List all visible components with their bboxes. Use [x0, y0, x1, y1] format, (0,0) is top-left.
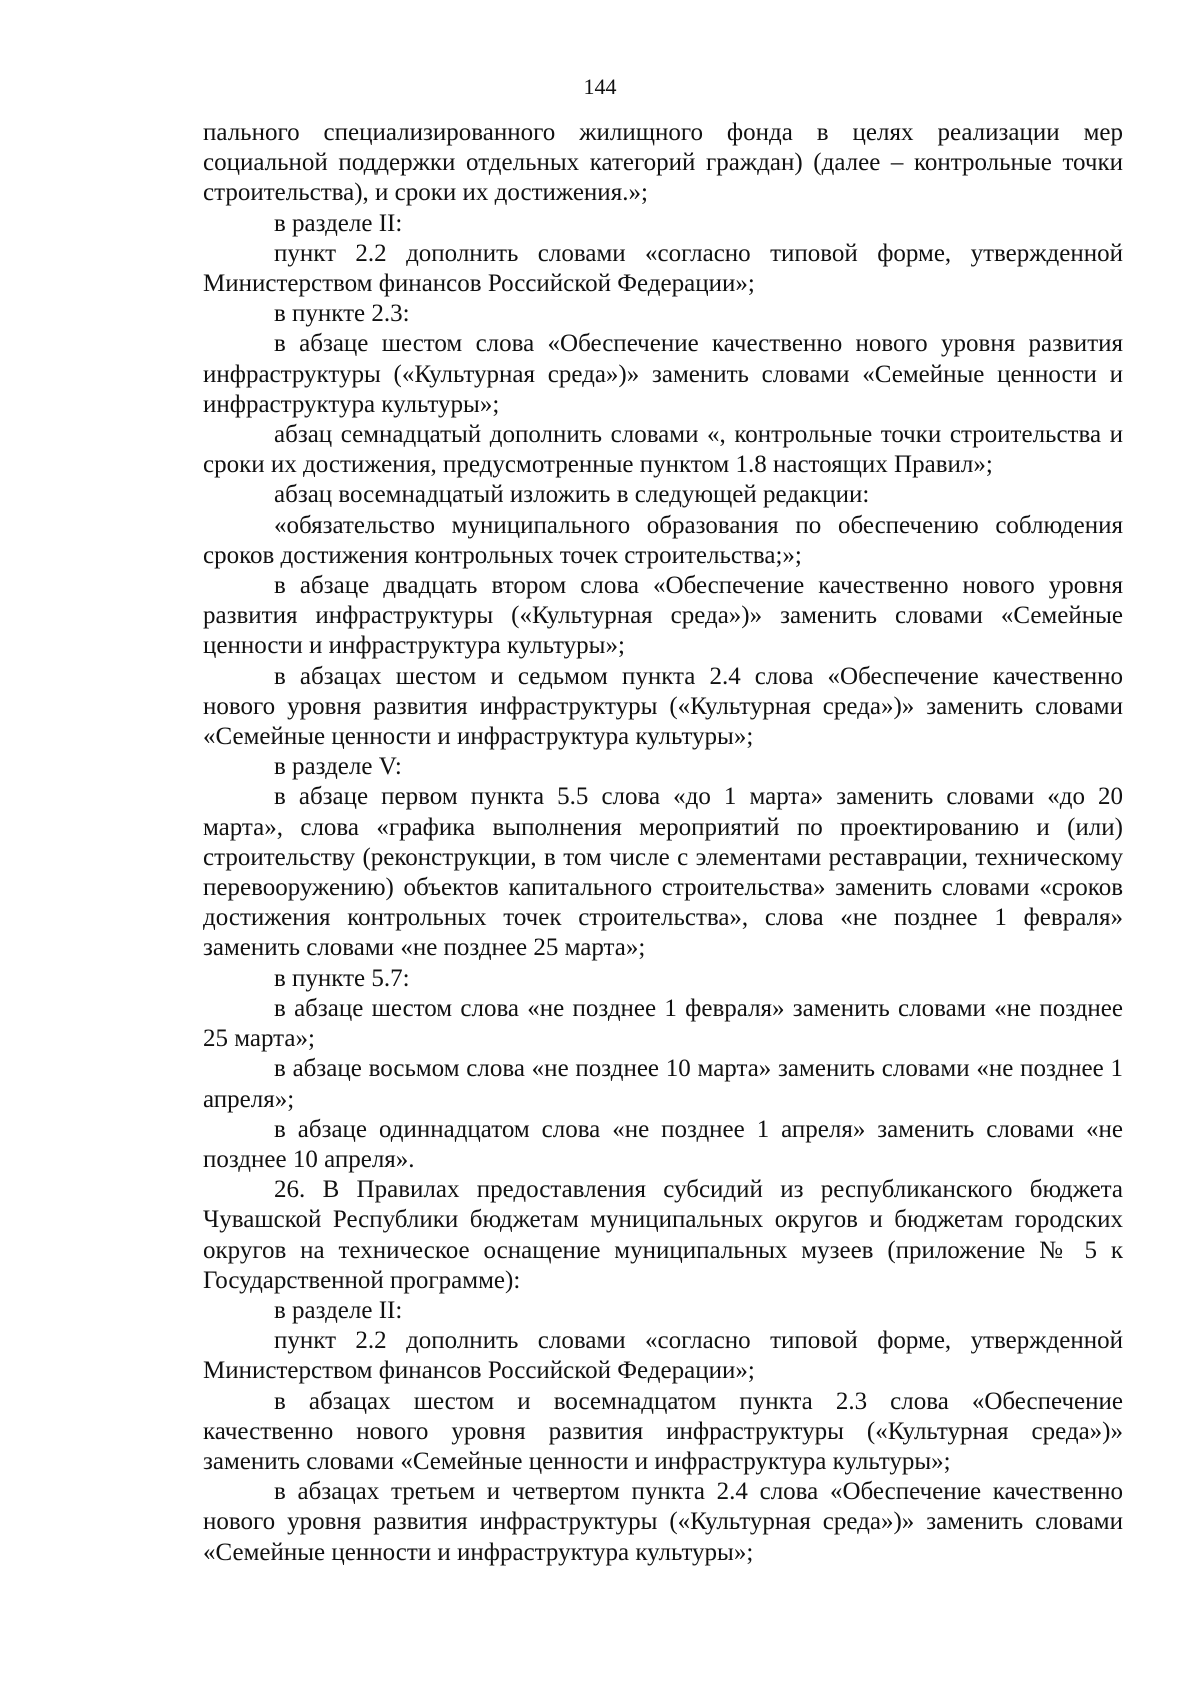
paragraph: в абзацах третьем и четвертом пункта 2.4 слова «Обеспечение качественно нового уровня развития инфраструктуры («Культурная среда»)» заменить словами «Семейные ценности и инфраструктура культуры»; [203, 1478, 1123, 1566]
paragraph: в разделе II: [274, 1296, 403, 1324]
paragraph: в абзаце восьмом слова «не позднее 10 марта» заменить словами «не позднее 1 апреля»; [203, 1055, 1123, 1113]
paragraph: абзац семнадцатый дополнить словами «, контрольные точки строительства и сроки их достижения, предусмотренные пунктом 1.8 настоящих Правил»; [203, 421, 1123, 479]
paragraph: в абзацах шестом и восемнадцатом пункта 2.3 слова «Обеспечение качественно нового уровня развития инфраструктуры («Культурная среда»)» заменить словами «Семейные ценности и инфраструктура культуры»; [203, 1387, 1123, 1475]
paragraph: в абзацах шестом и седьмом пункта 2.4 слова «Обеспечение качественно нового уровня развития инфраструктуры («Культурная среда»)» заменить словами «Семейные ценности и инфраструктура культуры»; [203, 662, 1123, 751]
paragraph: пункт 2.2 дополнить словами «согласно типовой форме, утвержденной Министерством финансов Российской Федерации»; [203, 1327, 1123, 1385]
paragraph: в абзаце одиннадцатом слова «не позднее 1 апреля» заменить словами «не позднее 10 апреля». [203, 1115, 1123, 1173]
paragraph: в разделе V: [274, 753, 402, 781]
paragraph: в абзаце двадцать втором слова «Обеспечение качественно нового уровня развития инфраструктуры («Культурная среда»)» заменить словами «Семейные ценности и инфраструктура культуры»; [203, 572, 1123, 660]
paragraph: 26. В Правилах предоставления субсидий из республиканского бюджета Чувашской Республики бюджетам муниципальных округов и бюджетам городских округов на техническое оснащение муниципальных музеев (приложение № 5 к Государственной программе): [203, 1176, 1123, 1294]
paragraph: «обязательство муниципального образования по обеспечению соблюдения сроков достижения контрольных точек строительства;»; [203, 511, 1123, 569]
page-number: 144 [583, 74, 617, 99]
paragraph: в абзаце шестом слова «Обеспечение качественно нового уровня развития инфраструктуры («Культурная среда»)» заменить словами «Семейные ценности и инфраструктура культуры»; [203, 330, 1123, 418]
paragraph: в разделе II: [274, 209, 403, 237]
paragraph: в пункте 2.3: [274, 300, 410, 328]
paragraph: в абзаце шестом слова «не позднее 1 февраля» заменить словами «не позднее 25 марта»; [203, 994, 1123, 1053]
paragraph: в пункте 5.7: [274, 964, 410, 992]
document-body [203, 118, 1123, 1568]
paragraph: абзац восемнадцатый изложить в следующей редакции: [274, 481, 870, 509]
paragraph: пального специализированного жилищного фонда в целях реализации мер социальной поддержки отдельных категорий граждан) (далее – контрольные точки строительства), и сроки их достижения.»; [203, 119, 1123, 207]
paragraph: в абзаце первом пункта 5.5 слова «до 1 марта» заменить словами «до 20 марта», слова «графика выполнения мероприятий по проектированию и (или) строительству (реконструкции, в том числе с элементами реставрации, техническому перевооружению) объектов капитального строительства» заменить словами «сроков достижения контрольных точек строительства», слова «не позднее 1 февраля» заменить словами «не позднее 25 марта»; [203, 783, 1123, 962]
paragraph: пункт 2.2 дополнить словами «согласно типовой форме, утвержденной Министерством финансов Российской Федерации»; [203, 239, 1123, 298]
